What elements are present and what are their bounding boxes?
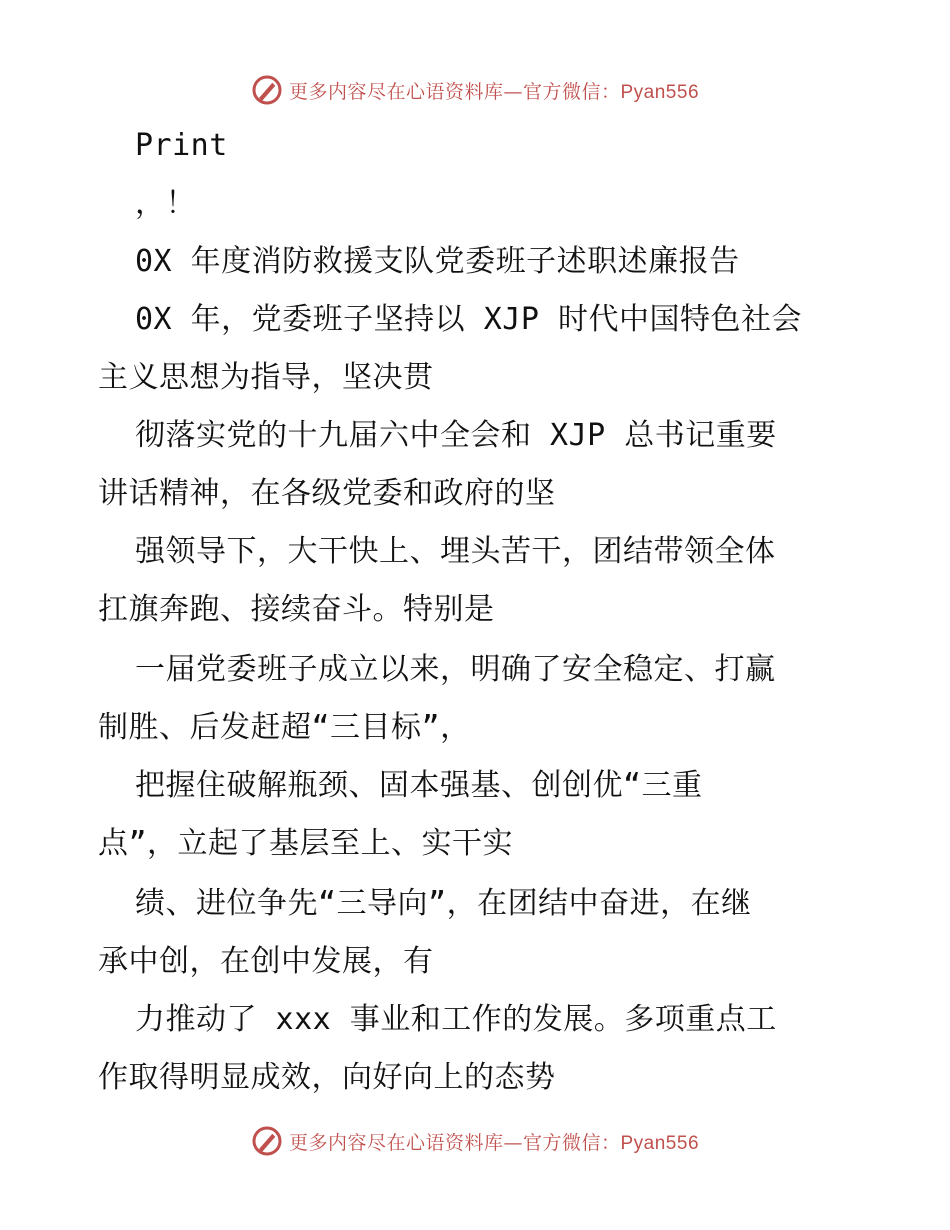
pen-logo-icon — [251, 1125, 283, 1157]
document-title: 0X 年度消防救援支队党委班子述职述廉报告 — [135, 244, 740, 279]
text-line: 点”，立起了基层至上、实干实 — [98, 826, 514, 861]
footer-watermark — [0, 1121, 950, 1161]
text-line: 一届党委班子成立以来，明确了安全稳定、打赢 — [135, 652, 776, 687]
text-line: 作取得明显成效，向好向上的态势 — [98, 1060, 556, 1095]
watermark-text: 更多内容尽在心语资料库—官方微信：Pyan556 — [288, 1131, 700, 1154]
text-line: 讲话精神，在各级党委和政府的坚 — [98, 476, 556, 511]
text-line: 绩、进位争先“三导向”，在团结中奋进，在继 — [135, 886, 752, 921]
text-line: 承中创，在创中发展，有 — [98, 944, 434, 979]
text-line: 制胜、后发赶超“三目标”， — [98, 710, 471, 745]
pen-logo-icon — [251, 74, 283, 106]
watermark-text: 更多内容尽在心语资料库—官方微信：Pyan556 — [288, 80, 700, 103]
text-line: 强领导下，大干快上、埋头苦干，团结带领全体 — [135, 534, 776, 569]
text-line: 0X 年，党委班子坚持以 XJP 时代中国特色社会 — [135, 302, 802, 337]
header-watermark — [0, 70, 950, 110]
text-line: Print — [135, 128, 228, 163]
text-line: 扛旗奔跑、接续奋斗。特别是 — [98, 592, 495, 627]
text-line: 力推动了 xxx 事业和工作的发展。多项重点工 — [135, 1002, 777, 1037]
text-line: ，！ — [135, 186, 196, 221]
text-line: 主义思想为指导，坚决贯 — [98, 360, 434, 395]
text-line: 彻落实党的十九届六中全会和 XJP 总书记重要 — [135, 418, 777, 453]
text-line: 把握住破解瓶颈、固本强基、创创优“三重 — [135, 768, 703, 803]
